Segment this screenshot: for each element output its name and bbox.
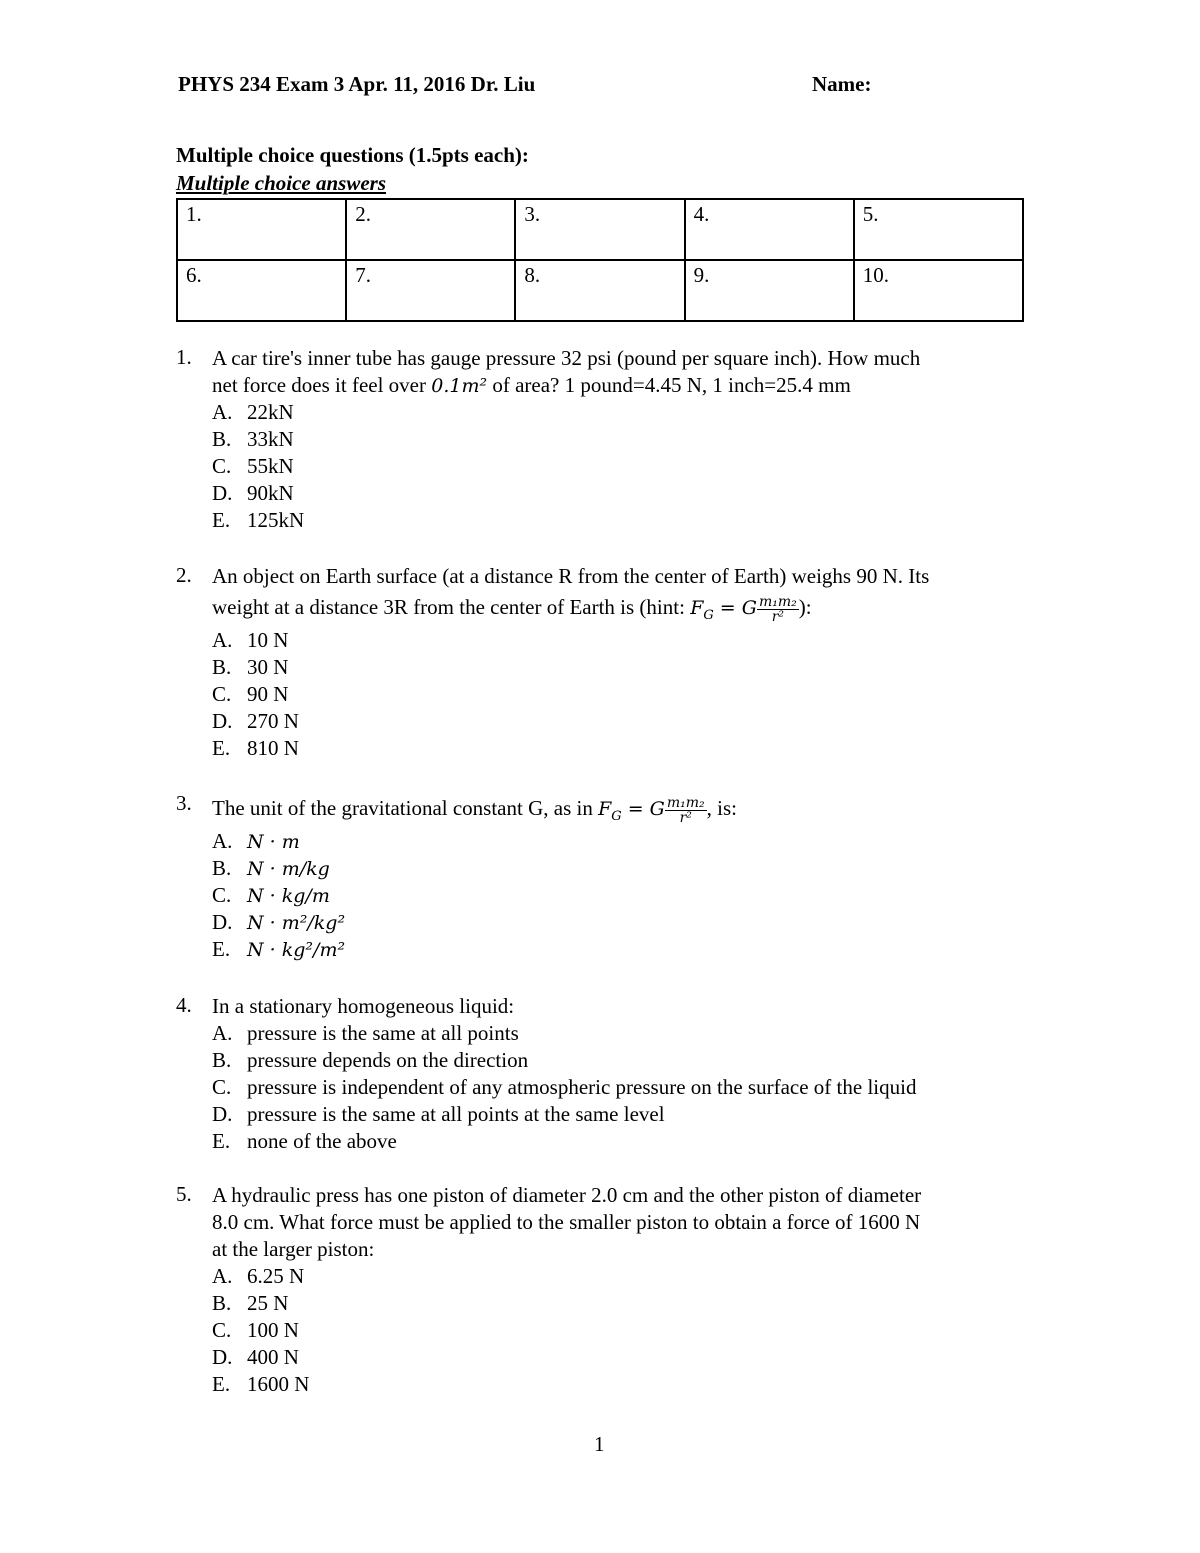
- question-stem: [212, 993, 1042, 1020]
- stem-text: , is:: [706, 796, 737, 820]
- exam-title: PHYS 234 Exam 3 Apr. 11, 2016 Dr. Liu: [178, 72, 536, 96]
- option-letter: C.: [212, 1075, 232, 1099]
- math-expression: 0.1m²: [431, 375, 488, 397]
- option-letter: D.: [212, 910, 233, 934]
- option-text: N · m²/kg²: [247, 912, 346, 934]
- options-list: [212, 1020, 916, 1155]
- option-text: none of the above: [247, 1129, 397, 1153]
- formula-lhs: $F_G = G$: [690, 597, 757, 623]
- option-b[interactable]: [212, 855, 345, 882]
- option-e[interactable]: [212, 507, 304, 534]
- answer-grid: [176, 198, 1024, 322]
- option-text: 270 N: [247, 709, 299, 733]
- option-letter: D.: [212, 1345, 233, 1369]
- option-letter: B.: [212, 1048, 232, 1072]
- option-letter: B.: [212, 655, 232, 679]
- stem-line: A hydraulic press has one piston of diameter 2.0 cm and the other piston of diameter: [212, 1183, 922, 1207]
- stem-line: An object on Earth surface (at a distance R from the center of Earth) weighs 90 N. Its: [212, 564, 930, 588]
- option-text: pressure depends on the direction: [247, 1048, 529, 1072]
- option-d[interactable]: [212, 909, 345, 936]
- answer-grid-row: [177, 260, 1023, 321]
- option-letter: D.: [212, 709, 233, 733]
- option-letter: A.: [212, 1021, 233, 1045]
- name-label: Name:: [812, 72, 872, 96]
- answer-cell[interactable]: 3.: [515, 199, 684, 260]
- option-a[interactable]: [212, 627, 299, 654]
- question-stem: [212, 563, 1042, 633]
- option-letter: C.: [212, 1318, 232, 1342]
- option-a[interactable]: [212, 828, 345, 855]
- option-letter: C.: [212, 682, 232, 706]
- option-e[interactable]: [212, 1128, 916, 1155]
- option-e[interactable]: [212, 936, 345, 963]
- answer-cell[interactable]: 1.: [177, 199, 346, 260]
- option-text: N · kg²/m²: [247, 939, 346, 961]
- question-number: 1.: [176, 345, 192, 369]
- page-number: 1: [594, 1432, 605, 1456]
- option-letter: E.: [212, 508, 231, 532]
- formula-fraction: $\frac{\text{m₁m₂}}{\text{r²}}$: [666, 794, 705, 826]
- answer-cell[interactable]: 9.: [685, 260, 854, 321]
- option-text: 10 N: [247, 628, 289, 652]
- option-letter: E.: [212, 736, 231, 760]
- formula-fraction: $\frac{\text{m₁m₂}}{\text{r²}}$: [758, 593, 797, 625]
- option-text: 90kN: [247, 481, 294, 505]
- option-text: 33kN: [247, 427, 294, 451]
- option-text: N · kg/m: [247, 885, 330, 907]
- stem-line: In a stationary homogeneous liquid:: [212, 994, 515, 1018]
- option-letter: E.: [212, 1372, 231, 1396]
- option-letter: A.: [212, 829, 233, 853]
- option-text: pressure is independent of any atmospheric pressure on the surface of the liquid: [247, 1075, 917, 1099]
- option-letter: C.: [212, 454, 232, 478]
- option-b[interactable]: [212, 1047, 916, 1074]
- answer-cell[interactable]: 4.: [685, 199, 854, 260]
- stem-text: weight at a distance 3R from the center of Earth is (hint:: [212, 595, 691, 619]
- stem-line: 8.0 cm. What force must be applied to the smaller piston to obtain a force of 1600 N: [212, 1210, 921, 1234]
- stem-line: at the larger piston:: [212, 1237, 375, 1261]
- option-text: 1600 N: [247, 1372, 310, 1396]
- options-list: [212, 627, 299, 762]
- option-d[interactable]: [212, 1101, 916, 1128]
- stem-text: The unit of the gravitational constant G, as in: [212, 796, 599, 820]
- question-number: 2.: [176, 563, 192, 587]
- option-text: pressure is the same at all points: [247, 1021, 519, 1045]
- option-b[interactable]: [212, 1290, 309, 1317]
- option-c[interactable]: [212, 681, 299, 708]
- option-text: 810 N: [247, 736, 299, 760]
- option-letter: D.: [212, 1102, 233, 1126]
- option-b[interactable]: [212, 654, 299, 681]
- option-e[interactable]: [212, 1371, 309, 1398]
- option-text: N · m/kg: [247, 858, 330, 880]
- option-a[interactable]: [212, 1020, 916, 1047]
- option-b[interactable]: [212, 426, 304, 453]
- option-text: 30 N: [247, 655, 289, 679]
- option-letter: B.: [212, 1291, 232, 1315]
- options-list: [212, 399, 304, 534]
- option-text: 25 N: [247, 1291, 289, 1315]
- answer-cell[interactable]: 10.: [854, 260, 1023, 321]
- option-text: 22kN: [247, 400, 294, 424]
- option-letter: A.: [212, 1264, 233, 1288]
- option-d[interactable]: [212, 1344, 309, 1371]
- option-text: 90 N: [247, 682, 289, 706]
- option-c[interactable]: [212, 1317, 309, 1344]
- option-e[interactable]: [212, 735, 299, 762]
- answers-label: Multiple choice answers: [176, 171, 387, 195]
- stem-text: ):: [798, 595, 812, 619]
- answer-cell[interactable]: 8.: [515, 260, 684, 321]
- answer-cell[interactable]: 5.: [854, 199, 1023, 260]
- option-a[interactable]: [212, 399, 304, 426]
- option-text: 400 N: [247, 1345, 299, 1369]
- option-text: 100 N: [247, 1318, 299, 1342]
- option-a[interactable]: [212, 1263, 309, 1290]
- option-letter: E.: [212, 937, 231, 961]
- answer-grid-row: [177, 199, 1023, 260]
- option-c[interactable]: [212, 453, 304, 480]
- option-letter: E.: [212, 1129, 231, 1153]
- option-letter: D.: [212, 481, 233, 505]
- option-text: 6.25 N: [247, 1264, 305, 1288]
- question-number: 5.: [176, 1182, 192, 1206]
- stem-line: [212, 590, 1042, 633]
- options-list: [212, 828, 345, 963]
- stem-line: [212, 372, 1042, 400]
- option-letter: C.: [212, 883, 232, 907]
- question-stem: [212, 1182, 1042, 1263]
- option-d[interactable]: [212, 480, 304, 507]
- formula-lhs: $F_G = G$: [598, 798, 665, 824]
- option-c[interactable]: [212, 1074, 916, 1101]
- option-text: 125kN: [247, 508, 305, 532]
- option-letter: B.: [212, 856, 232, 880]
- option-text: 55kN: [247, 454, 294, 478]
- option-text: pressure is the same at all points at the same level: [247, 1102, 665, 1126]
- question-number: 3.: [176, 791, 192, 815]
- question-stem: [212, 345, 1042, 400]
- option-text: N · m: [247, 831, 300, 853]
- option-d[interactable]: [212, 708, 299, 735]
- answer-cell[interactable]: 7.: [346, 260, 515, 321]
- option-c[interactable]: [212, 882, 345, 909]
- options-list: [212, 1263, 309, 1398]
- stem-line: A car tire's inner tube has gauge pressure 32 psi (pound per square inch). How much: [212, 346, 921, 370]
- option-letter: B.: [212, 427, 232, 451]
- stem-text: net force does it feel over: [212, 373, 432, 397]
- option-letter: A.: [212, 400, 233, 424]
- question-number: 4.: [176, 993, 192, 1017]
- option-letter: A.: [212, 628, 233, 652]
- section-heading: Multiple choice questions (1.5pts each):: [176, 143, 529, 167]
- answer-cell[interactable]: 6.: [177, 260, 346, 321]
- answer-cell[interactable]: 2.: [346, 199, 515, 260]
- stem-text: of area? 1 pound=4.45 N, 1 inch=25.4 mm: [487, 373, 851, 397]
